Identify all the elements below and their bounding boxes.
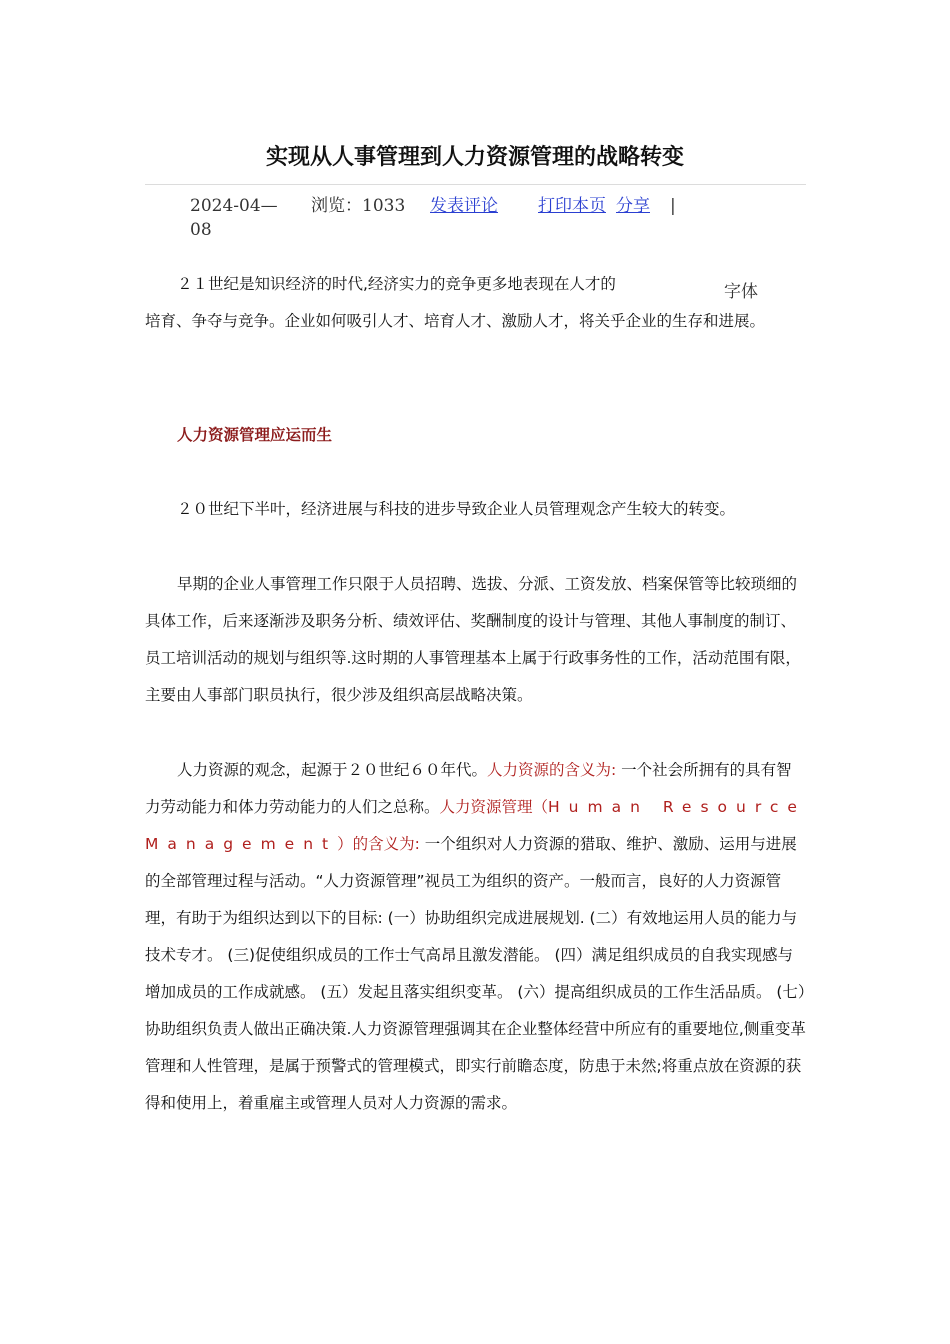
paragraph-2: ２０世纪下半叶，经济进展与科技的进步导致企业人员管理观念产生较大的转变。 [177,500,736,518]
print-page-link[interactable]: 打印本页 [538,196,606,216]
meta-separator: | [670,196,676,216]
paragraph-3: 早期的企业人事管理工作只限于人员招聘、选拔、分派、工资发放、档案保管等比较琐细的具体工作，后来逐渐涉及职务分析、绩效评估、奖酬制度的设计与管理、其他人事制度的制订、员工培训活动的规划与组织等.这时期的人事管理基本上属于行政事务性的工作，活动范围有限，主要由人事部门职员执行，很少涉及组织高层战略决策。 [145,575,801,704]
hr-definition-label: 人力资源的含义为: [487,761,617,779]
para4-text: 一个社会所拥有的具有智力劳动能力和体力劳动能力的人们之总称。 [145,761,792,816]
view-count: 浏览：1033 [311,196,406,216]
hrm-english-term: Human Resource Management [145,798,806,853]
section-heading: 人力资源管理应运而生 [177,426,333,444]
publish-date: 2024-04—08 [190,196,278,240]
font-size-control[interactable]: 字体 [724,282,758,302]
title-divider [145,184,806,185]
post-comment-link[interactable]: 发表评论 [430,196,498,216]
hrm-definition-label: ）的含义为: [337,835,420,853]
article-title: 实现从人事管理到人力资源管理的战略转变 [265,145,684,170]
intro-paragraph: 培育、争夺与竞争。企业如何吸引人才、培育人才、激励人才，将关乎企业的生存和进展。 [145,312,766,330]
paragraph-4 [145,752,807,1122]
para4-text: 一个组织对人力资源的猎取、维护、激励、运用与进展的全部管理过程与活动。“人力资源管理”视员工为组织的资产。一般而言，良好的人力资源管理，有助于为组织达到以下的目标: (一）协助组织完成进展规划. (二）有效地运用人员的能力与技术专才。 (三)促使组织成员的工作士气高昂且激发潜能。 (四）满足组织成员的自我实现感与增加成员的工作成就感。 (五）发起且落实组织变革。 (六）提高组织成员的工作生活品质。 (七）协助组织负责人做出正确决策.人力资源管理强调其在企业整体经营中所应有的重要地位,侧重变革管理和人性管理，是属于预警式的管理模式，即实行前瞻态度，防患于未然;将重点放在资源的获得和使用上，着重雇主或管理人员对人力资源的需求。 [145,835,806,1112]
intro-first-line: ２１世纪是知识经济的时代,经济实力的竞争更多地表现在人才的 [177,275,616,293]
share-link[interactable]: 分享 [616,196,650,216]
hrm-definition-label: 人力资源管理（ [439,798,549,816]
para4-text: 人力资源的观念，起源于２０世纪６０年代。 [177,761,488,779]
